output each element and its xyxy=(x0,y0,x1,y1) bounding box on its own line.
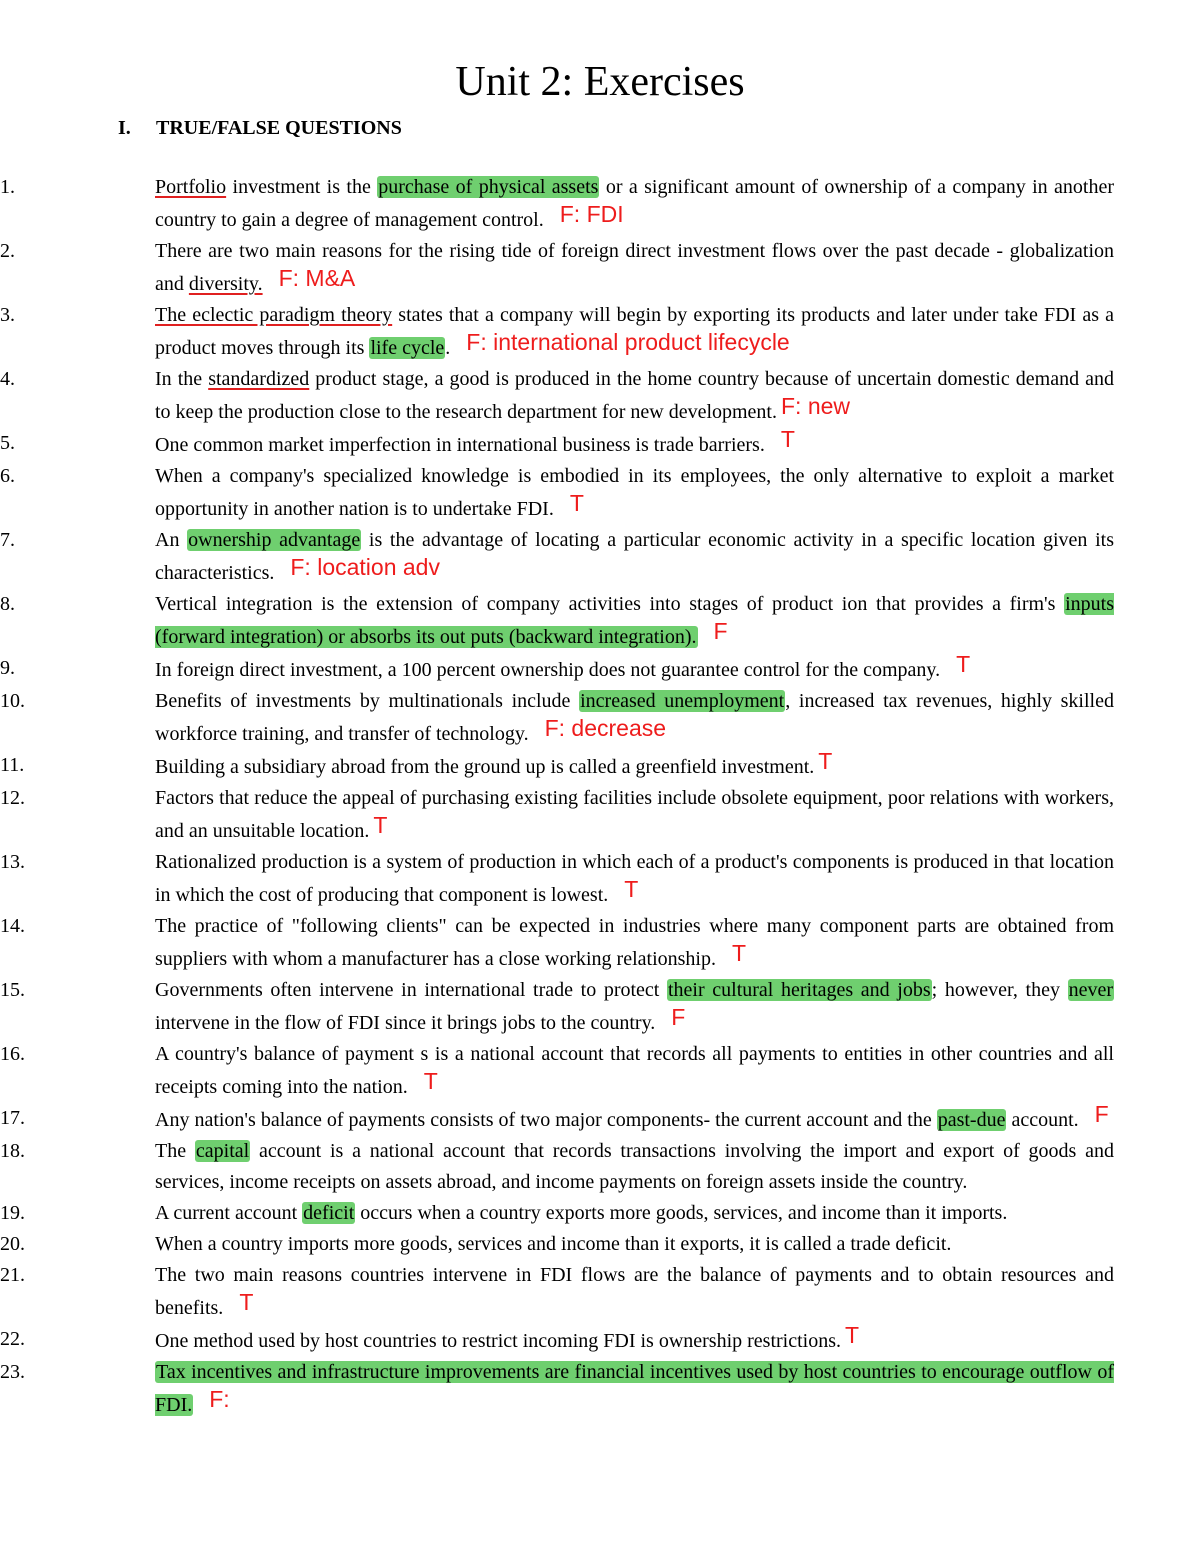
highlighted-text: inputs (forward integration) or absorbs its out puts (backward integration). xyxy=(155,593,1114,648)
answer-annotation: T xyxy=(956,651,971,677)
text-segment: A current account xyxy=(155,1202,303,1224)
question-text xyxy=(155,1109,1079,1131)
underlined-text: diversity. xyxy=(188,273,263,295)
text-segment: is the advantage of locating a particular economic activity in a specific location given its characteristics. xyxy=(155,529,1114,584)
answer-annotation: F: decrease xyxy=(544,715,667,741)
question-text xyxy=(155,1043,1114,1098)
question-number: 13. xyxy=(0,851,25,873)
question-item xyxy=(0,589,1200,653)
question-number: 10. xyxy=(0,690,25,712)
text-segment: One method used by host countries to restrict incoming FDI is ownership restrictions. xyxy=(155,1330,842,1352)
question-item xyxy=(0,525,1200,589)
question-number: 3. xyxy=(0,304,15,326)
question-text xyxy=(155,176,1114,231)
question-number: 21. xyxy=(0,1264,25,1286)
question-text xyxy=(155,756,814,778)
highlighted-text: life cycle xyxy=(370,337,445,359)
question-number: 2. xyxy=(0,240,15,262)
question-item xyxy=(0,300,1200,364)
question-number: 14. xyxy=(0,915,25,937)
question-item xyxy=(0,1198,1200,1229)
highlighted-text: increased unemployment xyxy=(580,690,785,712)
highlighted-text: ownership advantage xyxy=(188,529,361,551)
question-item xyxy=(0,172,1200,236)
question-list xyxy=(0,172,1200,1421)
text-segment: Governments often intervene in international trade to protect xyxy=(155,979,667,1001)
text-segment: One common market imperfection in international business is trade barriers. xyxy=(155,434,765,456)
answer-annotation: T xyxy=(731,940,747,966)
section-heading xyxy=(118,114,402,142)
answer-annotation: F: FDI xyxy=(559,201,624,227)
question-text xyxy=(155,1140,1114,1193)
text-segment: intervene in the flow of FDI since it brings jobs to the country. xyxy=(155,1012,656,1034)
question-item xyxy=(0,364,1200,428)
answer-annotation: F: location adv xyxy=(290,554,440,580)
text-segment: There are two main reasons for the rising tide of foreign direct investment flows over the past decade - globalization and xyxy=(155,240,1114,295)
question-text xyxy=(155,434,765,456)
question-text xyxy=(155,465,1114,520)
question-text xyxy=(155,1233,951,1255)
highlighted-text: their cultural heritages and jobs xyxy=(667,979,931,1001)
question-text xyxy=(155,593,1114,648)
question-number: 12. xyxy=(0,787,25,809)
text-segment: The two main reasons countries intervene in FDI flows are the balance of payments and to obtain resources and benefits. xyxy=(155,1264,1114,1319)
highlighted-text: deficit xyxy=(303,1202,355,1224)
text-segment: In foreign direct investment, a 100 percent ownership does not guarantee control for the company. xyxy=(155,659,941,681)
question-item xyxy=(0,686,1200,750)
answer-annotation: F: international product lifecycle xyxy=(466,329,790,355)
answer-annotation: F: new xyxy=(781,393,851,419)
answer-annotation: T xyxy=(845,1322,860,1348)
question-item xyxy=(0,1324,1200,1357)
answer-annotation: T xyxy=(373,812,388,838)
question-number: 17. xyxy=(0,1107,25,1129)
question-text xyxy=(155,368,1114,423)
question-number: 15. xyxy=(0,979,25,1001)
question-number: 11. xyxy=(0,754,25,776)
question-item xyxy=(0,911,1200,975)
question-number: 16. xyxy=(0,1043,25,1065)
text-segment: When a company's specialized knowledge is embodied in its employees, the only alternative to exploit a market opportunity in another nation is to undertake FDI. xyxy=(155,465,1114,520)
question-item xyxy=(0,1103,1200,1136)
question-item xyxy=(0,975,1200,1039)
page-title: Unit 2: Exercises xyxy=(455,59,745,105)
underlined-text: Portfolio xyxy=(155,176,227,198)
highlighted-text: Tax incentives and infrastructure improvements are financial incentives used by host countries to encourage outflow of FDI. xyxy=(155,1361,1114,1416)
text-segment: . xyxy=(445,337,451,359)
question-item xyxy=(0,1260,1200,1324)
question-number: 19. xyxy=(0,1202,25,1224)
text-segment: ; however, they xyxy=(931,979,1068,1001)
answer-annotation: T xyxy=(818,748,833,774)
question-item xyxy=(0,1357,1200,1421)
question-item xyxy=(0,1136,1200,1198)
text-segment: account. xyxy=(1006,1109,1079,1131)
question-item xyxy=(0,653,1200,686)
text-segment: A country's balance of payment s is a national account that records all payments to entities in other countries and all receipts coming into the nation. xyxy=(155,1043,1114,1098)
question-number: 4. xyxy=(0,368,15,390)
text-segment: The xyxy=(155,1140,195,1162)
underlined-text: The eclectic paradigm theory xyxy=(155,304,393,326)
text-segment: occurs when a country exports more goods, services, and income than it imports. xyxy=(355,1202,1008,1224)
question-number: 1. xyxy=(0,176,15,198)
text-segment: Benefits of investments by multinationals include xyxy=(155,690,580,712)
answer-annotation: T xyxy=(624,876,639,902)
question-text xyxy=(155,1202,1007,1224)
answer-annotation: T xyxy=(423,1068,438,1094)
text-segment: investment is the xyxy=(226,176,378,198)
question-text xyxy=(155,659,940,681)
question-text xyxy=(155,915,1114,970)
question-number: 6. xyxy=(0,465,15,487)
text-segment: In the xyxy=(155,368,209,390)
question-item xyxy=(0,461,1200,525)
question-number: 7. xyxy=(0,529,15,551)
highlighted-text: past-due xyxy=(937,1109,1006,1131)
underlined-text: standardized xyxy=(208,368,310,390)
question-text xyxy=(155,787,1114,842)
text-segment: The practice of "following clients" can be expected in industries where many component parts are obtained from suppliers with whom a manufacturer has a close working relationship. xyxy=(155,915,1114,970)
answer-annotation: T xyxy=(239,1289,254,1315)
question-item xyxy=(0,1229,1200,1260)
question-number: 22. xyxy=(0,1328,25,1350)
highlighted-text: never xyxy=(1068,979,1114,1001)
question-item xyxy=(0,783,1200,847)
question-text xyxy=(155,1264,1114,1319)
text-segment: When a country imports more goods, services and income than it exports, it is called a trade deficit. xyxy=(155,1233,952,1255)
answer-annotation: F: M&A xyxy=(278,265,356,291)
text-segment: , increased tax revenues, highly skilled workforce training, and transfer of technology. xyxy=(155,690,1114,745)
question-text xyxy=(155,1361,1114,1416)
question-number: 23. xyxy=(0,1361,25,1383)
answer-annotation: F: xyxy=(209,1386,230,1412)
question-number: 8. xyxy=(0,593,15,615)
answer-annotation: F xyxy=(671,1004,686,1030)
question-item xyxy=(0,1039,1200,1103)
answer-annotation: T xyxy=(569,490,584,516)
text-segment: Any nation's balance of payments consists of two major components- the current account and the xyxy=(155,1109,937,1131)
text-segment: product stage, a good is produced in the home country because of uncertain domestic demand and to keep the production close to the research department for new development. xyxy=(155,368,1115,423)
highlighted-text: capital xyxy=(195,1140,250,1162)
answer-annotation: F xyxy=(713,618,728,644)
text-segment: Building a subsidiary abroad from the ground up is called a greenfield investment. xyxy=(155,756,815,778)
text-segment: Vertical integration is the extension of company activities into stages of product ion that provides a firm's xyxy=(155,593,1065,615)
question-number: 20. xyxy=(0,1233,25,1255)
question-item xyxy=(0,428,1200,461)
question-text xyxy=(155,1330,841,1352)
question-text xyxy=(155,979,1114,1034)
text-segment: An xyxy=(155,529,188,551)
highlighted-text: purchase of physical assets xyxy=(378,176,599,198)
question-number: 9. xyxy=(0,657,15,679)
question-item xyxy=(0,847,1200,911)
text-segment: Rationalized production is a system of production in which each of a product's components is produced in that location in which the cost of producing that component is lowest. xyxy=(155,851,1114,906)
text-segment: or a significant amount of ownership of a company in another country to gain a degree of management control. xyxy=(155,176,1115,231)
question-item xyxy=(0,750,1200,783)
question-number: 18. xyxy=(0,1140,25,1162)
question-item xyxy=(0,236,1200,300)
answer-annotation: T xyxy=(780,426,795,452)
section-title: TRUE/FALSE QUESTIONS xyxy=(156,117,402,139)
text-segment: account is a national account that records transactions involving the import and export of goods and services, income receipts on assets abroad, and income payments on foreign assets inside the country. xyxy=(155,1140,1114,1193)
question-number: 5. xyxy=(0,432,15,454)
text-segment: states that a company will begin by exporting its products and later under take FDI as a product moves through its xyxy=(155,304,1114,359)
answer-annotation: F xyxy=(1094,1101,1109,1127)
section-number: I. xyxy=(118,117,131,139)
text-segment: Factors that reduce the appeal of purchasing existing facilities include obsolete equipment, poor relations with workers, and an unsuitable location. xyxy=(155,787,1114,842)
